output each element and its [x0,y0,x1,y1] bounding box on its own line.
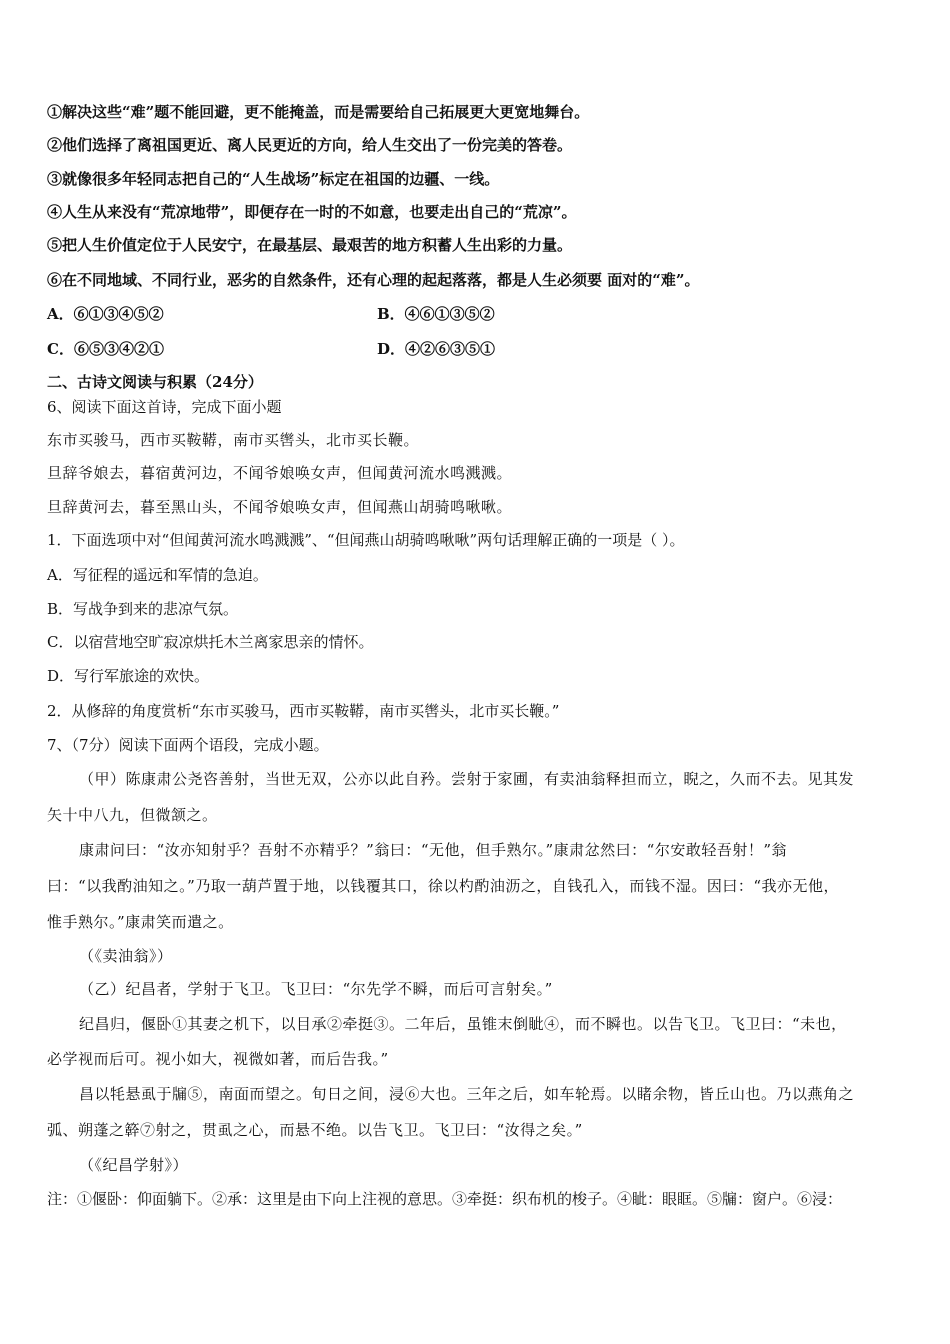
poem-line-3: 旦辞黄河去，暮至黑山头，不闻爷娘唤女声，但闻燕山胡骑鸣啾啾。 [47,498,513,516]
passage-b-source: （《纪昌学射》） [79,1156,189,1174]
annotation-notes: 注：①偃卧：仰面躺下。②承：这里是由下向上注视的意思。③牵挺：织布机的梭子。④眦：眼眶。⑤牖：窗户。⑥浸： [47,1190,843,1208]
question-1-option-b: B．写战争到来的悲凉气氛。 [47,600,239,618]
passage-a-source: （《卖油翁》） [79,947,173,965]
sentence-6: ⑥在不同地域、不同行业，恶劣的自然条件，还有心理的起起落落，都是人生必须要 面对的“难”。 [47,271,700,289]
sentence-3: ③就像很多年轻同志把自己的“人生战场”标定在祖国的边疆、一线。 [47,170,500,188]
question-1-option-a: A．写征程的遥远和军情的急迫。 [47,566,268,584]
option-c: C．⑥⑤③④②① [47,340,164,358]
passage-a-line: （甲）陈康肃公尧咨善射，当世无双，公亦以此自矜。尝射于家圃，有卖油翁释担而立，睨之，久而不去。见其发 [79,770,855,788]
passage-b-line: 弧、朔蓬之簳⑦射之，贯虱之心，而悬不绝。以告飞卫。飞卫曰：“汝得之矣。” [47,1121,583,1139]
sentence-1: ①解决这些“难”题不能回避，更不能掩盖，而是需要给自己拓展更大更宽地舞台。 [47,103,590,121]
poem-line-2: 旦辞爷娘去，暮宿黄河边，不闻爷娘唤女声，但闻黄河流水鸣溅溅。 [47,464,513,482]
question-2: 2．从修辞的角度赏析“东市买骏马，西市买鞍鞯，南市买辔头，北市买长鞭。” [47,702,560,720]
option-b: B．④⑥①③⑤② [377,305,495,323]
question-6-intro: 6、阅读下面这首诗，完成下面小题 [47,398,282,416]
passage-a-line: 曰：“以我酌油知之。”乃取一葫芦置于地，以钱覆其口，徐以杓酌油沥之，自钱孔入，而钱不湿。因曰：“我亦无他， [47,877,840,895]
question-1-option-d: D．写行军旅途的欢快。 [47,667,210,685]
passage-b-line: 昌以牦悬虱于牖⑤，南面而望之。旬日之间，浸⑥大也。三年之后，如车轮焉。以睹余物，皆丘山也。乃以燕角之 [79,1085,855,1103]
passage-a-line: 矢十中八九，但微颔之。 [47,806,218,824]
passage-a-line: 康肃问曰：“汝亦知射乎？吾射不亦精乎？”翁曰：“无他，但手熟尔。”康肃忿然曰：“尔安敢轻吾射！”翁 [79,841,788,859]
passage-a-line: 惟手熟尔。”康肃笑而遣之。 [47,913,234,931]
poem-line-1: 东市买骏马，西市买鞍鞯，南市买辔头，北市买长鞭。 [47,431,420,449]
question-1: 1．下面选项中对“但闻黄河流水鸣溅溅”、“但闻燕山胡骑鸣啾啾”两句话理解正确的一项是（ ）。 [47,531,685,549]
sentence-2: ②他们选择了离祖国更近、离人民更近的方向，给人生交出了一份完美的答卷。 [47,136,573,154]
option-d: D．④②⑥③⑤① [377,340,496,358]
passage-b-line: 纪昌归，偃卧①其妻之机下，以目承②牵挺③。二年后，虽锥末倒眦④，而不瞬也。以告飞卫。飞卫曰：“未也， [79,1015,847,1033]
passage-b-line: 必学视而后可。视小如大，视微如著，而后告我。” [47,1050,389,1068]
sentence-5: ⑤把人生价值定位于人民安宁，在最基层、最艰苦的地方积蓄人生出彩的力量。 [47,236,573,254]
section-heading: 二、古诗文阅读与积累（24分） [47,373,263,391]
sentence-4: ④人生从来没有“荒凉地带”，即便存在一时的不如意，也要走出自己的“荒凉”。 [47,203,577,221]
option-a: A．⑥①③④⑤② [47,305,164,323]
question-1-option-c: C．以宿营地空旷寂凉烘托木兰离家思亲的情怀。 [47,633,374,651]
passage-b-line: （乙）纪昌者，学射于飞卫。飞卫曰：“尔先学不瞬，而后可言射矣。” [79,980,553,998]
question-7-intro: 7、（7分）阅读下面两个语段，完成小题。 [47,736,329,754]
